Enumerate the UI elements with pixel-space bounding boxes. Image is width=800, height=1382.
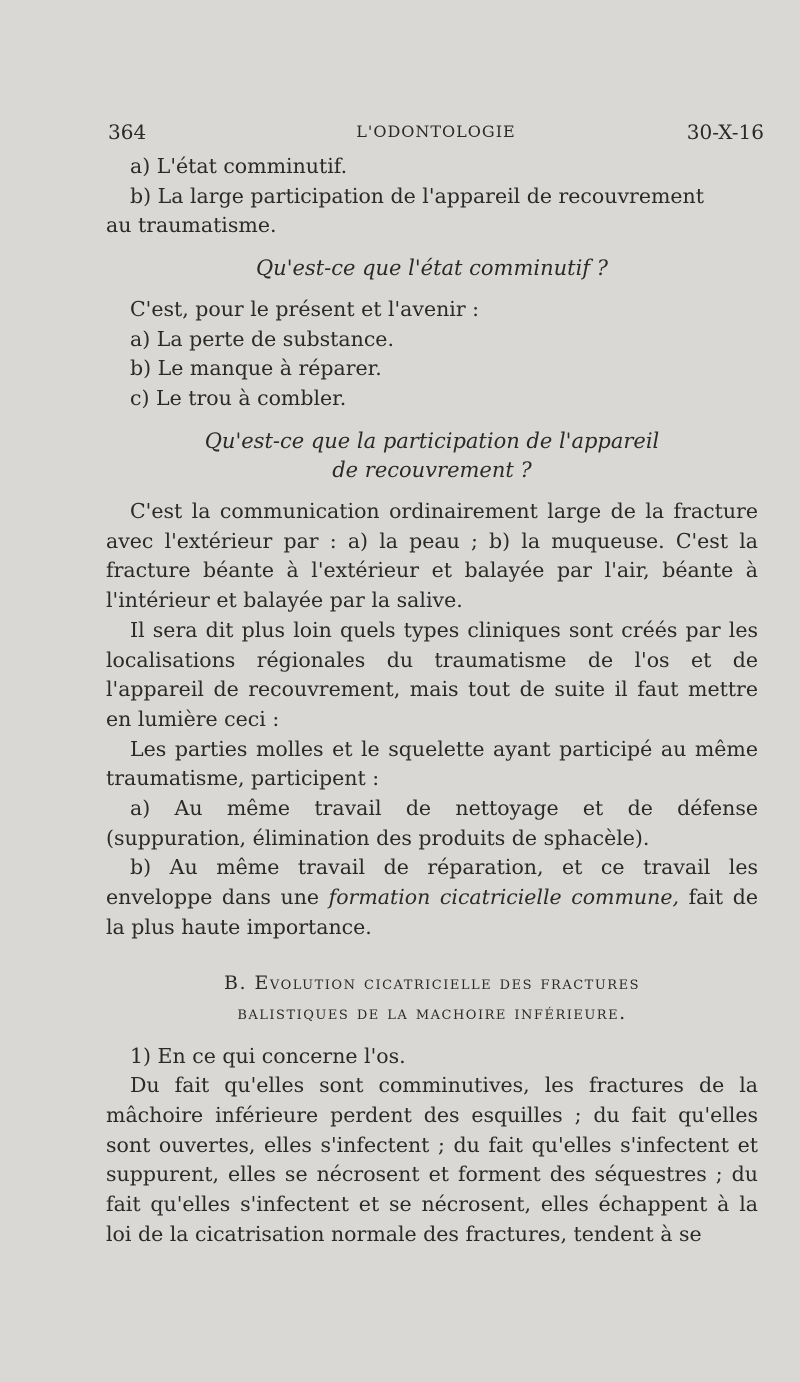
list-item-a: a) L'état comminutif.	[130, 154, 348, 178]
paragraph-parties-molles: Les parties molles et le squelette ayant participé au même traumatisme, participent :	[106, 736, 758, 791]
paragraph-comminutives: Du fait qu'elles sont comminutives, les fractures de la mâchoire inférieure perdent des esquilles ; du fait qu'elles sont ouvertes, elles s'infectent ; du fait qu'elles s'infectent et suppurent, elles se nécrosent et forment des séquestres ; du fait qu'elles s'infectent et se nécrosent, elles échappent à la loi de la cicatrisation normale des fractures, tendent à se	[106, 1073, 758, 1246]
question-2-line2: de recouvrement ?	[332, 458, 532, 483]
question-heading-2	[106, 427, 758, 486]
page-number: 364	[108, 120, 147, 144]
paragraph-localisations: Il sera dit plus loin quels types cliniques sont créés par les localisations régionales du traumatisme de l'os et de l'appareil de recouvrement, mais tout de suite il faut mettre en lumière ceci :	[106, 617, 758, 731]
list-item-b-line2: au traumatisme.	[106, 213, 277, 238]
issue-date: 30-X-16	[686, 120, 764, 144]
answer-item-b: b) Le manque à réparer.	[130, 356, 382, 381]
question-2-line1: Qu'est-ce que la participation de l'appareil	[204, 428, 660, 453]
journal-title: L'ODONTOLOGIE	[356, 122, 516, 141]
paragraph-reparation-end: fait de la plus haute importance.	[106, 885, 758, 939]
subsection-os: 1) En ce qui concerne l'os.	[130, 1043, 406, 1068]
answer-item-c: c) Le trou à combler.	[130, 385, 347, 410]
paragraph-nettoyage: a) Au même travail de nettoyage et de défense (suppuration, élimination des produits de sphacèle).	[106, 796, 758, 850]
answer-item-a: a) La perte de substance.	[130, 326, 394, 351]
paragraph-reparation-italic: formation cicatricielle commune,	[328, 885, 679, 910]
running-header	[108, 120, 764, 152]
list-item-b-line1: b) La large participation de l'appareil de recouvrement	[130, 183, 704, 208]
section-heading-line1: B. Evolution cicatricielle des fractures	[224, 971, 640, 994]
page-body	[106, 152, 758, 1250]
paragraph-reparation	[106, 853, 758, 942]
paragraph-communication: C'est la communication ordinairement large de la fracture avec l'extérieur par : a) la peau ; b) la muqueuse. C'est la fracture béante à l'extérieur et balayée par l'air, béante à l'intérieur et balayée par la salive.	[106, 499, 758, 613]
paragraph-reparation-start: b) Au même travail de réparation, et ce travail les enveloppe dans une	[106, 855, 758, 910]
section-heading-line2: balistiques de la machoire inférieure.	[237, 1001, 627, 1024]
question-heading-1: Qu'est-ce que l'état comminutif ?	[255, 256, 609, 281]
answer-intro: C'est, pour le présent et l'avenir :	[130, 296, 480, 321]
